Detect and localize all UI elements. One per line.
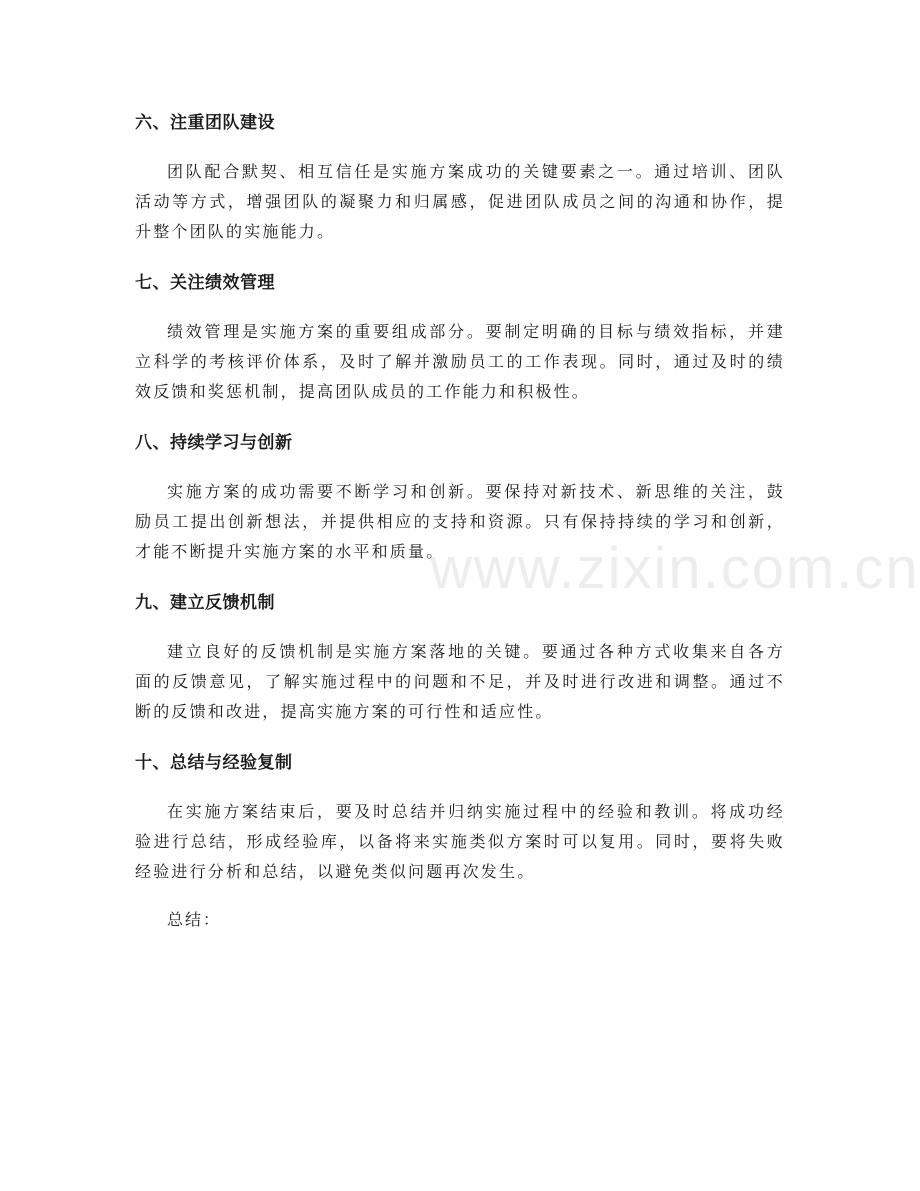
section-heading: 七、关注绩效管理: [135, 273, 275, 293]
document-content: [135, 105, 785, 935]
section-heading: 六、注重团队建设: [135, 113, 275, 133]
section-paragraph: 建立良好的反馈机制是实施方案落地的关键。要通过各种方式收集来自各方面的反馈意见，了解实施过程中的问题和不足，并及时进行改进和调整。通过不断的反馈和改进，提高实施方案的可行性和适应性。: [135, 642, 785, 721]
watermark: www.zixin.com.cn: [430, 536, 920, 601]
section-heading: 八、持续学习与创新: [135, 433, 293, 453]
section-paragraph: 在实施方案结束后，要及时总结并归纳实施过程中的经验和教训。将成功经验进行总结，形成经验库，以备将来实施类似方案时可以复用。同时，要将失败经验进行分析和总结，以避免类似问题再次发生。: [135, 802, 785, 881]
section-7: [135, 265, 785, 407]
section-10: [135, 745, 785, 887]
section-9: [135, 585, 785, 727]
section-6: [135, 105, 785, 247]
section-heading: 十、总结与经验复制: [135, 753, 293, 773]
section-paragraph: 绩效管理是实施方案的重要组成部分。要制定明确的目标与绩效指标，并建立科学的考核评价体系，及时了解并激励员工的工作表现。同时，通过及时的绩效反馈和奖惩机制，提高团队成员的工作能力和积极性。: [135, 322, 785, 401]
section-heading: 九、建立反馈机制: [135, 593, 275, 613]
summary-label: 总结：: [167, 910, 222, 929]
section-8: [135, 425, 785, 567]
section-paragraph: 团队配合默契、相互信任是实施方案成功的关键要素之一。通过培训、团队活动等方式，增强团队的凝聚力和归属感，促进团队成员之间的沟通和协作，提升整个团队的实施能力。: [135, 162, 785, 241]
section-paragraph: 实施方案的成功需要不断学习和创新。要保持对新技术、新思维的关注，鼓励员工提出创新想法，并提供相应的支持和资源。只有保持持续的学习和创新，才能不断提升实施方案的水平和质量。: [135, 482, 785, 561]
